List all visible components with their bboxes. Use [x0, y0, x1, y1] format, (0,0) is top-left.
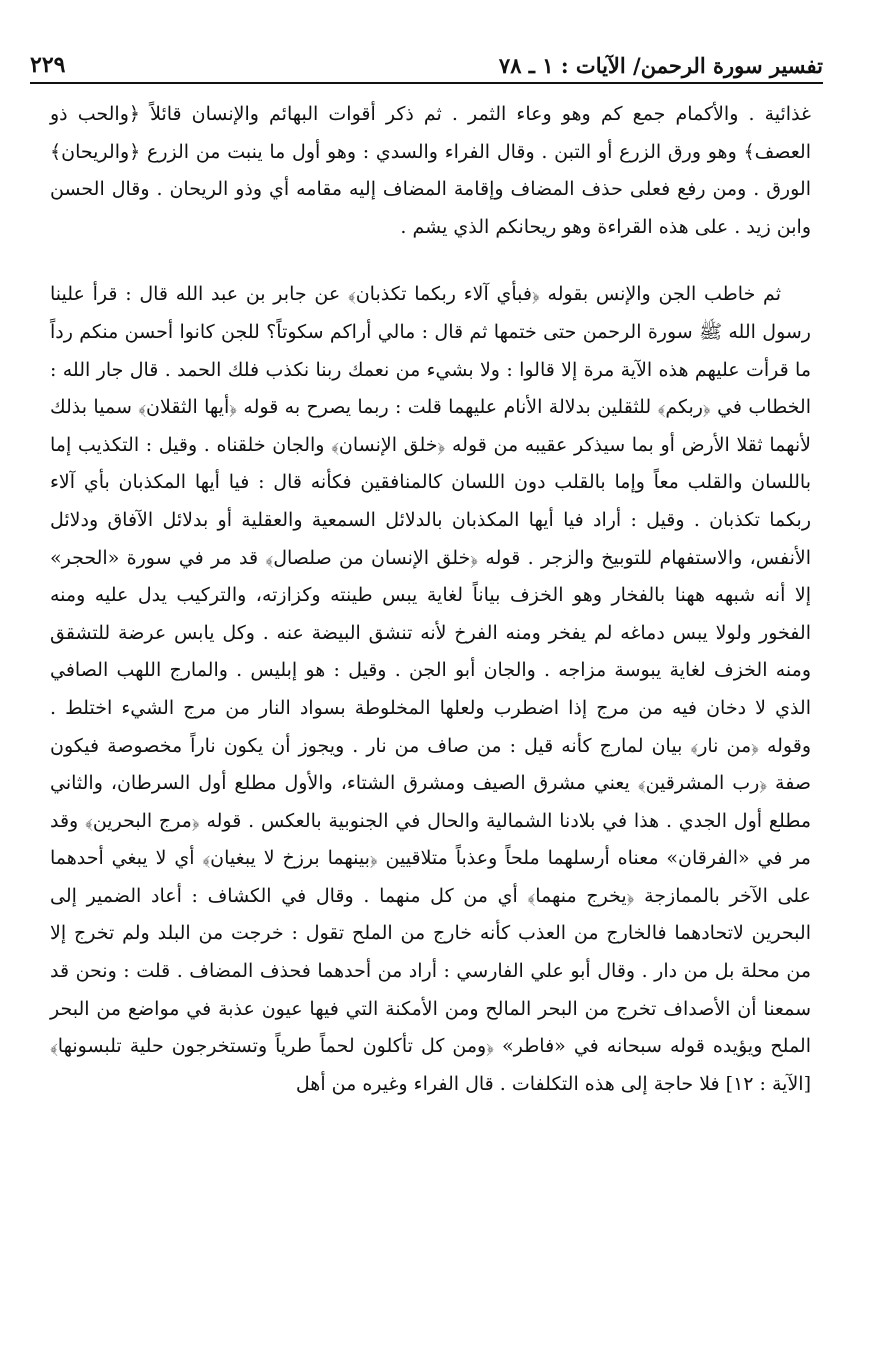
- page-number: ٢٢٩: [30, 52, 66, 78]
- page-body: [50, 96, 811, 1103]
- paragraph-2: ثم خاطب الجن والإنس بقوله ﴿فبأي آلاء ربكما تكذبان﴾ عن جابر بن عبد الله قال : قرأ علينا رسول الله ﷺ سورة الرحمن حتى ختمها ثم قال : مالي أراكم سكوتاً؟ للجن كانوا أحسن منكم رداً ما قرأت عليهم هذه الآية مرة إلا قالوا : ولا بشيء من نعمك ربنا نكذب فلك الحمد . قال جار الله : الخطاب في ﴿ربكم﴾ للثقلين بدلالة الأنام عليهما قلت : ربما يصرح به قوله ﴿أيها الثقلان﴾ سميا بذلك لأنهما ثقلا الأرض أو بما سيذكر عقيبه من قوله ﴿خلق الإنسان﴾ والجان خلقناه . وقيل : التكذيب إما باللسان والقلب معاً وإما بالقلب دون اللسان كالمنافقين فكأنه قال : فيا أيها المكذبان بأي آلاء ربكما تكذبان . وقيل : أراد فيا أيها المكذبان بالدلائل السمعية والعقلية أو بدلائل الآفاق ودلائل الأنفس، والاستفهام للتوبيخ والزجر . قوله ﴿خلق الإنسان من صلصال﴾ قد مر في سورة «الحجر» إلا أنه شبهه ههنا بالفخار وهو الخزف بياناً لغاية يبس طينته وكزازته، والتركيب يدل عليه ومنه الفخور ولولا يبس دماغه لم يفخر ومنه الفرخ لأنه تنشق البيضة عنه . وكل يابس عرضة للتشقق ومنه الخزف لغاية يبوسة مزاجه . والجان أبو الجن . وقيل : هو إبليس . والمارج اللهب الصافي الذي لا دخان فيه من مرج إذا اضطرب ولعلها المخلوطة بسواد النار من مرج الشيء اختلط . وقوله ﴿من نار﴾ بيان لمارج كأنه قيل : من صاف من نار . ويجوز أن يكون ناراً مخصوصة فيكون صفة ﴿رب المشرقين﴾ يعني مشرق الصيف ومشرق الشتاء، والأول مطلع أول السرطان، والثاني مطلع أول الجدي . هذا في بلادنا الشمالية والحال في الجنوبية بالعكس . قوله ﴿مرج البحرين﴾ وقد مر في «الفرقان» معناه أرسلهما ملحاً وعذباً متلاقيين ﴿بينهما برزخ لا يبغيان﴾ أي لا يبغي أحدهما على الآخر بالممازجة ﴿يخرج منهما﴾ أي من كل منهما . وقال في الكشاف : أعاد الضمير إلى البحرين لاتحادهما فالخارج من العذب كأنه خارج من الملح تقول : خرجت من البلد ولم تخرج إلا من محلة بل من دار . وقال أبو علي الفارسي : أراد من أحدهما فحذف المضاف . قلت : ونحن قد سمعنا أن الأصداف تخرج من البحر المالح ومن الأمكنة التي فيها عيون عذبة في مواضع من البحر الملح ويؤيده قوله سبحانه في «فاطر» ﴿ومن كل تأكلون لحماً طرياً وتستخرجون حلية تلبسونها﴾ [الآية : ١٢] فلا حاجة إلى هذه التكلفات . قال الفراء وغيره من أهل: [50, 283, 811, 1095]
- running-title: تفسير سورة الرحمن/ الآيات : ١ ـ ٧٨: [498, 53, 823, 78]
- paragraph-1: غذائية . والأكمام جمع كم وهو وعاء الثمر . ثم ذكر أقوات البهائم والإنسان قائلاً ﴿والحب ذو العصف﴾ وهو ورق الزرع أو التبن . وقال الفراء والسدي : وهو أول ما ينبت من الزرع ﴿والريحان﴾ الورق . ومن رفع فعلى حذف المضاف وإقامة المضاف إليه مقامه أي وذو الريحان . وقال الحسن وابن زيد . على هذه القراءة وهو ريحانكم الذي يشم .: [50, 103, 811, 238]
- paragraph-spacer: [50, 246, 811, 276]
- page-header: [30, 38, 823, 84]
